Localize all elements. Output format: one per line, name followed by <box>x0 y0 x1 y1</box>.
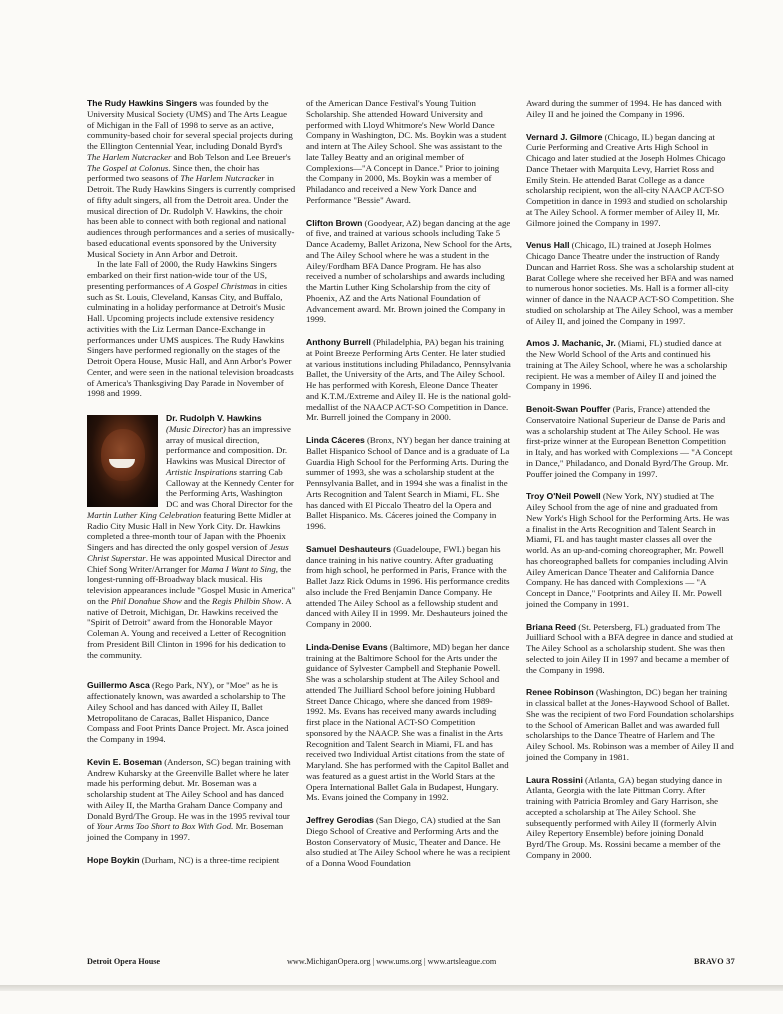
bio-name: Troy O'Neil Powell <box>526 491 601 502</box>
bio-name: Dr. Rudolph V. Hawkins <box>166 413 262 423</box>
footer-page-number: BRAVO 37 <box>694 957 735 966</box>
bio-name: Hope Boykin <box>87 854 140 865</box>
column-1 <box>87 98 296 878</box>
portrait-face <box>101 429 145 481</box>
page-footer <box>87 957 735 969</box>
bio-jeffrey-gerodias-continued: Award during the summer of 1994. He has danced with Ailey II and he joined the Company in 1996. <box>526 98 722 119</box>
bio-name: Amos J. Machanic, Jr. <box>526 338 616 349</box>
bio-rudolph-hawkins: Dr. Rudolph V. Hawkins (Music Director) has an impressive array of musical direction, performance and composition. Dr. Hawkins was Musical Director of Artistic Inspirations starring Cab Calloway at the Kennedy Center for the Performing Arts, Washington DC and was Choral Director for the Martin Luther King Celebration featuring Bette Midler at Radio City Music Hall in New York City. Dr. Hawkins completed a three-month tour of Japan with the Phoenix Singers and has directed the only gospel version of Jesus Christ Superstar. He was appointed Musical Director and Chief Song Writer/Arranger for Mama I Want to Sing, the longest-running off-Broadway black musical. His television appearances include "Gospel Music in America" on the Phil Donahue Show and the Regis Philbin Show. A native of Detroit, Michigan, Dr. Hawkins received the "Spirit of Detroit" award from the Honorable Mayor Coleman A. Young and received a Letter of Recognition from President Bill Clinton in 1996 for his dedication to the community. <box>87 413 296 660</box>
bio-amos-machanic: Amos J. Machanic, Jr. (Miami, FL) studied dance at the New World School of the Arts and continued his training at The Ailey School, where he was a scholarship recipient. He was a member of Ailey II and joined the Company in 1996. <box>526 338 728 392</box>
bio-kevin-boseman: Kevin E. Boseman (Anderson, SC) began training with Andrew Kuharsky at the Greenville Ballet where he later made his performing debut. Mr. Boseman was a scholarship student at The Ailey School and has danced with Ailey II, the Martha Graham Dance Company and Donald Byrd/The Group. He was in the 1995 revival tour of Your Arms Too Short to Box With God. Mr. Boseman joined the Company in 1997. <box>87 756 291 842</box>
bio-name: The Rudy Hawkins Singers <box>87 98 198 108</box>
bio-name: Linda-Denise Evans <box>306 641 388 652</box>
bio-anthony-burrell: Anthony Burrell (Philadelphia, PA) began his training at Point Breeze Performing Arts Center. He later studied at various institutions including Philadanco, Pennsylvania Ballet, the University of the Arts, and The Ailey School. He has performed with Koresh, Eleone Dance Theater and K.T.M./Extreme and Ailey II. He is the national gold-medallist of the NAACP ACT-SO Competition in Dance. Mr. Burrell joined the Company in 2000. <box>306 337 511 423</box>
bio-name: Kevin E. Boseman <box>87 756 162 767</box>
bio-name: Laura Rossini <box>526 774 583 785</box>
column-3 <box>526 98 734 873</box>
bio-name: Jeffrey Gerodias <box>306 815 374 825</box>
bio-hope-boykin: Hope Boykin (Durham, NC) is a three-time recipient <box>87 854 280 865</box>
bio-name: Vernard J. Gilmore <box>526 131 603 142</box>
bio-name: Samuel Deshauteurs <box>306 543 392 554</box>
footer-websites: www.MichiganOpera.org | www.ums.org | www.artsleague.com <box>287 957 497 966</box>
bio-jeffrey-gerodias: Jeffrey Gerodias (San Diego, CA) studied at the San Diego School of Creative and Performing Arts and the Boston Conservatory of Music, Theater and Dance. He also studied at The Ailey School where he was a recipient of a Donna Wood Foundation <box>306 815 511 868</box>
bio-name: Clifton Brown <box>306 217 363 228</box>
column-2 <box>306 98 512 881</box>
bio-troy-powell: Troy O'Neil Powell (New York, NY) studied at The Ailey School from the age of nine and graduated from New York's High School for the Performing Arts. He was a finalist in the Arts Recognition and Talent Search in Miami, FL and has taught master classes all over the world. As an up-and-coming choreographer, Mr. Powell has choreographed ballets for companies including Alvin Ailey American Dance Theater and California Dance Company. He has danced with Complexions — "A Concept in Dance," Footprints and Ailey II. Mr. Powell joined the Company in 1991. <box>526 491 730 609</box>
bio-name: Linda Cáceres <box>306 435 365 445</box>
bio-samuel-deshauteurs: Samuel Deshauteurs (Guadeloupe, FWI.) began his dance training in his native country. After graduating from high school, he performed in Paris, France with the Ballet Jazz Rick Odums in 1996. His performance credits also include the Fred Benjamin Dance Company. He attended The Ailey School as a fellowship student and danced with Ailey II in 1999. Mr. Deshauteurs joined the Company in 2000. <box>306 543 510 629</box>
bio-linda-caceres: Linda Cáceres (Bronx, NY) began her dance training at Ballet Hispanico School of Dance and is a graduate of La Guardia High School for the Performing Arts. During the summer of 1993, she was a scholarship student at the Pennsylvania Ballet, and in 1994 she was a finalist in the Arts Recognition and Talent Search in Miami, FL. She has danced with El Piccalo Theatro del la Opera and Ballet Hispanico. Ms. Cáceres joined the Company in 1996. <box>306 435 511 531</box>
bio-briana-reed: Briana Reed (St. Petersberg, FL) graduated from The Juilliard School with a BFA degree in dance and studied at The Ailey School as a scholarship student. She was then selected to join Ailey II in 1997 and became a member of the Company in 1998. <box>526 621 734 675</box>
bio-guillermo-asca: Guillermo Asca (Rego Park, NY), or "Moe" as he is affectionately known, was awarded a scholarship to The Ailey School and has danced with Ailey II, Ballet Metropolitano de Caracas, Ballet Hispanico, Dance Compass and Foot Prints Dance Project. Mr. Asca joined the Company in 1994. <box>87 680 289 744</box>
bio-name: Briana Reed <box>526 621 577 632</box>
page-bottom-edge <box>0 985 783 991</box>
bio-name: Guillermo Asca <box>87 680 150 691</box>
bio-renee-robinson: Renee Robinson (Washington, DC) began her training in classical ballet at the Jones-Haywood School of Ballet. She was the recipient of two Ford Foundation scholarships to the School of American Ballet and was awarded full scholarships to the Dance Theatre of Harlem and The Ailey School. Ms. Robinson was a member of Ailey II and joined the Company in 1981. <box>526 687 734 762</box>
bio-name: Anthony Burrell <box>306 337 371 347</box>
bio-laura-rossini: Laura Rossini (Atlanta, GA) began studying dance in Atlanta, Georgia with the late Pittman Corry. After training with Patricia Bromley and Gary Harrison, she accepted a scholarship at The Ailey School. She subsequently performed with Ailey II (formerly Alvin Ailey Repertory Ensemble) before joining Donald Byrd/The Group. Ms. Rossini became a member of the Company in 2000. <box>526 774 723 860</box>
bio-benoit-swan-pouffer: Benoit-Swan Pouffer (Paris, France) attended the Conservatoire National Superieur de Danse de Paris and was a scholarship student at The Ailey School. He was first-prize winner at the European Benetton Competition in Italy, and has worked with Complexions — "A Concept in Dance," Philadanco, and Donald Byrd/The Group. Mr. Pouffer joined the Company in 1997. <box>526 404 733 479</box>
bio-name: Benoit-Swan Pouffer <box>526 404 611 414</box>
bio-venus-hall: Venus Hall (Chicago, IL) trained at Joseph Holmes Chicago Dance Theatre under the instruction of Randy Duncan and Harriet Ross. She was a scholarship student at Barat College where she received her BFA and was named to numerous honor societies. Ms. Hall is a former all-city winner of dance in the NAACP ACT-SO Competition. She studied on scholarship at The Ailey School, was a member of Ailey II, and joined the Company in 1997. <box>526 240 734 326</box>
bio-name: Venus Hall <box>526 240 570 251</box>
bio-clifton-brown: Clifton Brown (Goodyear, AZ) began dancing at the age of five, and trained at various schools including Take 5 Dance Academy, Ballet Arizona, New School for the Arts, and The Ailey School where he was a student in the Ailey/Fordham BFA Dance Program. He has also received a number of scholarships and awards including the Martin Luther King Scholarship from the city of Phoenix, AZ and the Arts National Foundation of Advancement award. Mr. Brown joined the Company in 1999. <box>306 217 512 325</box>
bio-linda-denise-evans: Linda-Denise Evans (Baltimore, MD) began her dance training at the Baltimore School for the Arts under the guidance of Sylvester Campbell and Stephanie Powell. She was a scholarship student at The Ailey School and attended The Juilliard School before joining Hubbard Street Dance Chicago, where she danced from 1989-1992. Ms. Evans has received many awards including first place in the National ACT-SO Competition sponsored by the NAACP. She was a finalist in the Arts Recognition and Talent Search in Miami, FL and has received two Individual Artist citations from the state of Maryland. She has performed with the Capitol Ballet and was featured as a guest artist in the World Stars at the Opera International Ballet Gala in Budapest, Hungary. Ms. Evans joined the Company in 1992. <box>306 641 510 803</box>
footer-venue: Detroit Opera House <box>87 957 161 966</box>
bio-rudy-hawkins-singers: The Rudy Hawkins Singers was founded by the University Musical Society (UMS) and The Arts League of Michigan in the Fall of 1998 to serve as an active, community-based choir for several special projects during the Ellington Centennial Year, including Donald Byrd's The Harlem Nutcracker and Bob Telson and Lee Breuer's The Gospel at Colonus. Since then, the choir has performed two seasons of The Harlem Nutcracker in Detroit. The Rudy Hawkins Singers is currently comprised of fifty adult singers, all from the Detroit area. Under the musical direction of Dr. Rudolph V. Hawkins, the choir has been able to connect with both regional and national audiences through performances and a series of musically-based educational events sponsored by the University Musical Society in Ann Arbor and Detroit. In the late Fall of 2000, the Rudy Hawkins Singers embarked on their first nation-wide tour of the US, presenting performances of A Gospel Christmas in cities such as St. Louis, Cleveland, Kansas City, and Buffalo, culminating in a holiday performance at Detroit's Music Hall. Upcoming projects include extensive residency activities with the Liz Lerman Dance-Exchange in performances under UMS auspices. The Rudy Hawkins Singers have performed regionally on the stages of the Detroit Opera House, Music Hall, and Ann Arbor's Power Center, and were seen in the national television broadcasts of America's Thanksgiving Day Parade in November of 1998 and 1999. <box>87 98 296 399</box>
bio-hope-boykin-continued: of the American Dance Festival's Young Tuition Scholarship. She attended Howard University and performed with Lloyd Whitmore's New World Dance Company in Washington, DC. Ms. Boykin was a student and intern at The Ailey School. She was assistant to the late Talley Beatty and an original member of Complexions—"A Concept in Dance." Prior to joining the Company in 2000, Ms. Boykin was a member of Philadanco and received a New York Dance and Performance "Bessie" Award. <box>306 98 507 205</box>
bio-vernard-gilmore: Vernard J. Gilmore (Chicago, IL) began dancing at Curie Performing and Creative Arts High School in Chicago and later studied at the Joseph Holmes Chicago Dance Thetaer with Marquita Levy, Harriet Ross and Emily Stein. He attended Barat College as a dance scholarship recipient, won the all-city NAACP ACT-SO Competition in dance in 1993 and studied on scholarship at The Ailey School. A former member of Ailey II, Mr. Gilmore joined the Company in 1997. <box>526 131 728 228</box>
bio-name: Renee Robinson <box>526 687 594 698</box>
hawkins-portrait-photo <box>87 415 158 507</box>
